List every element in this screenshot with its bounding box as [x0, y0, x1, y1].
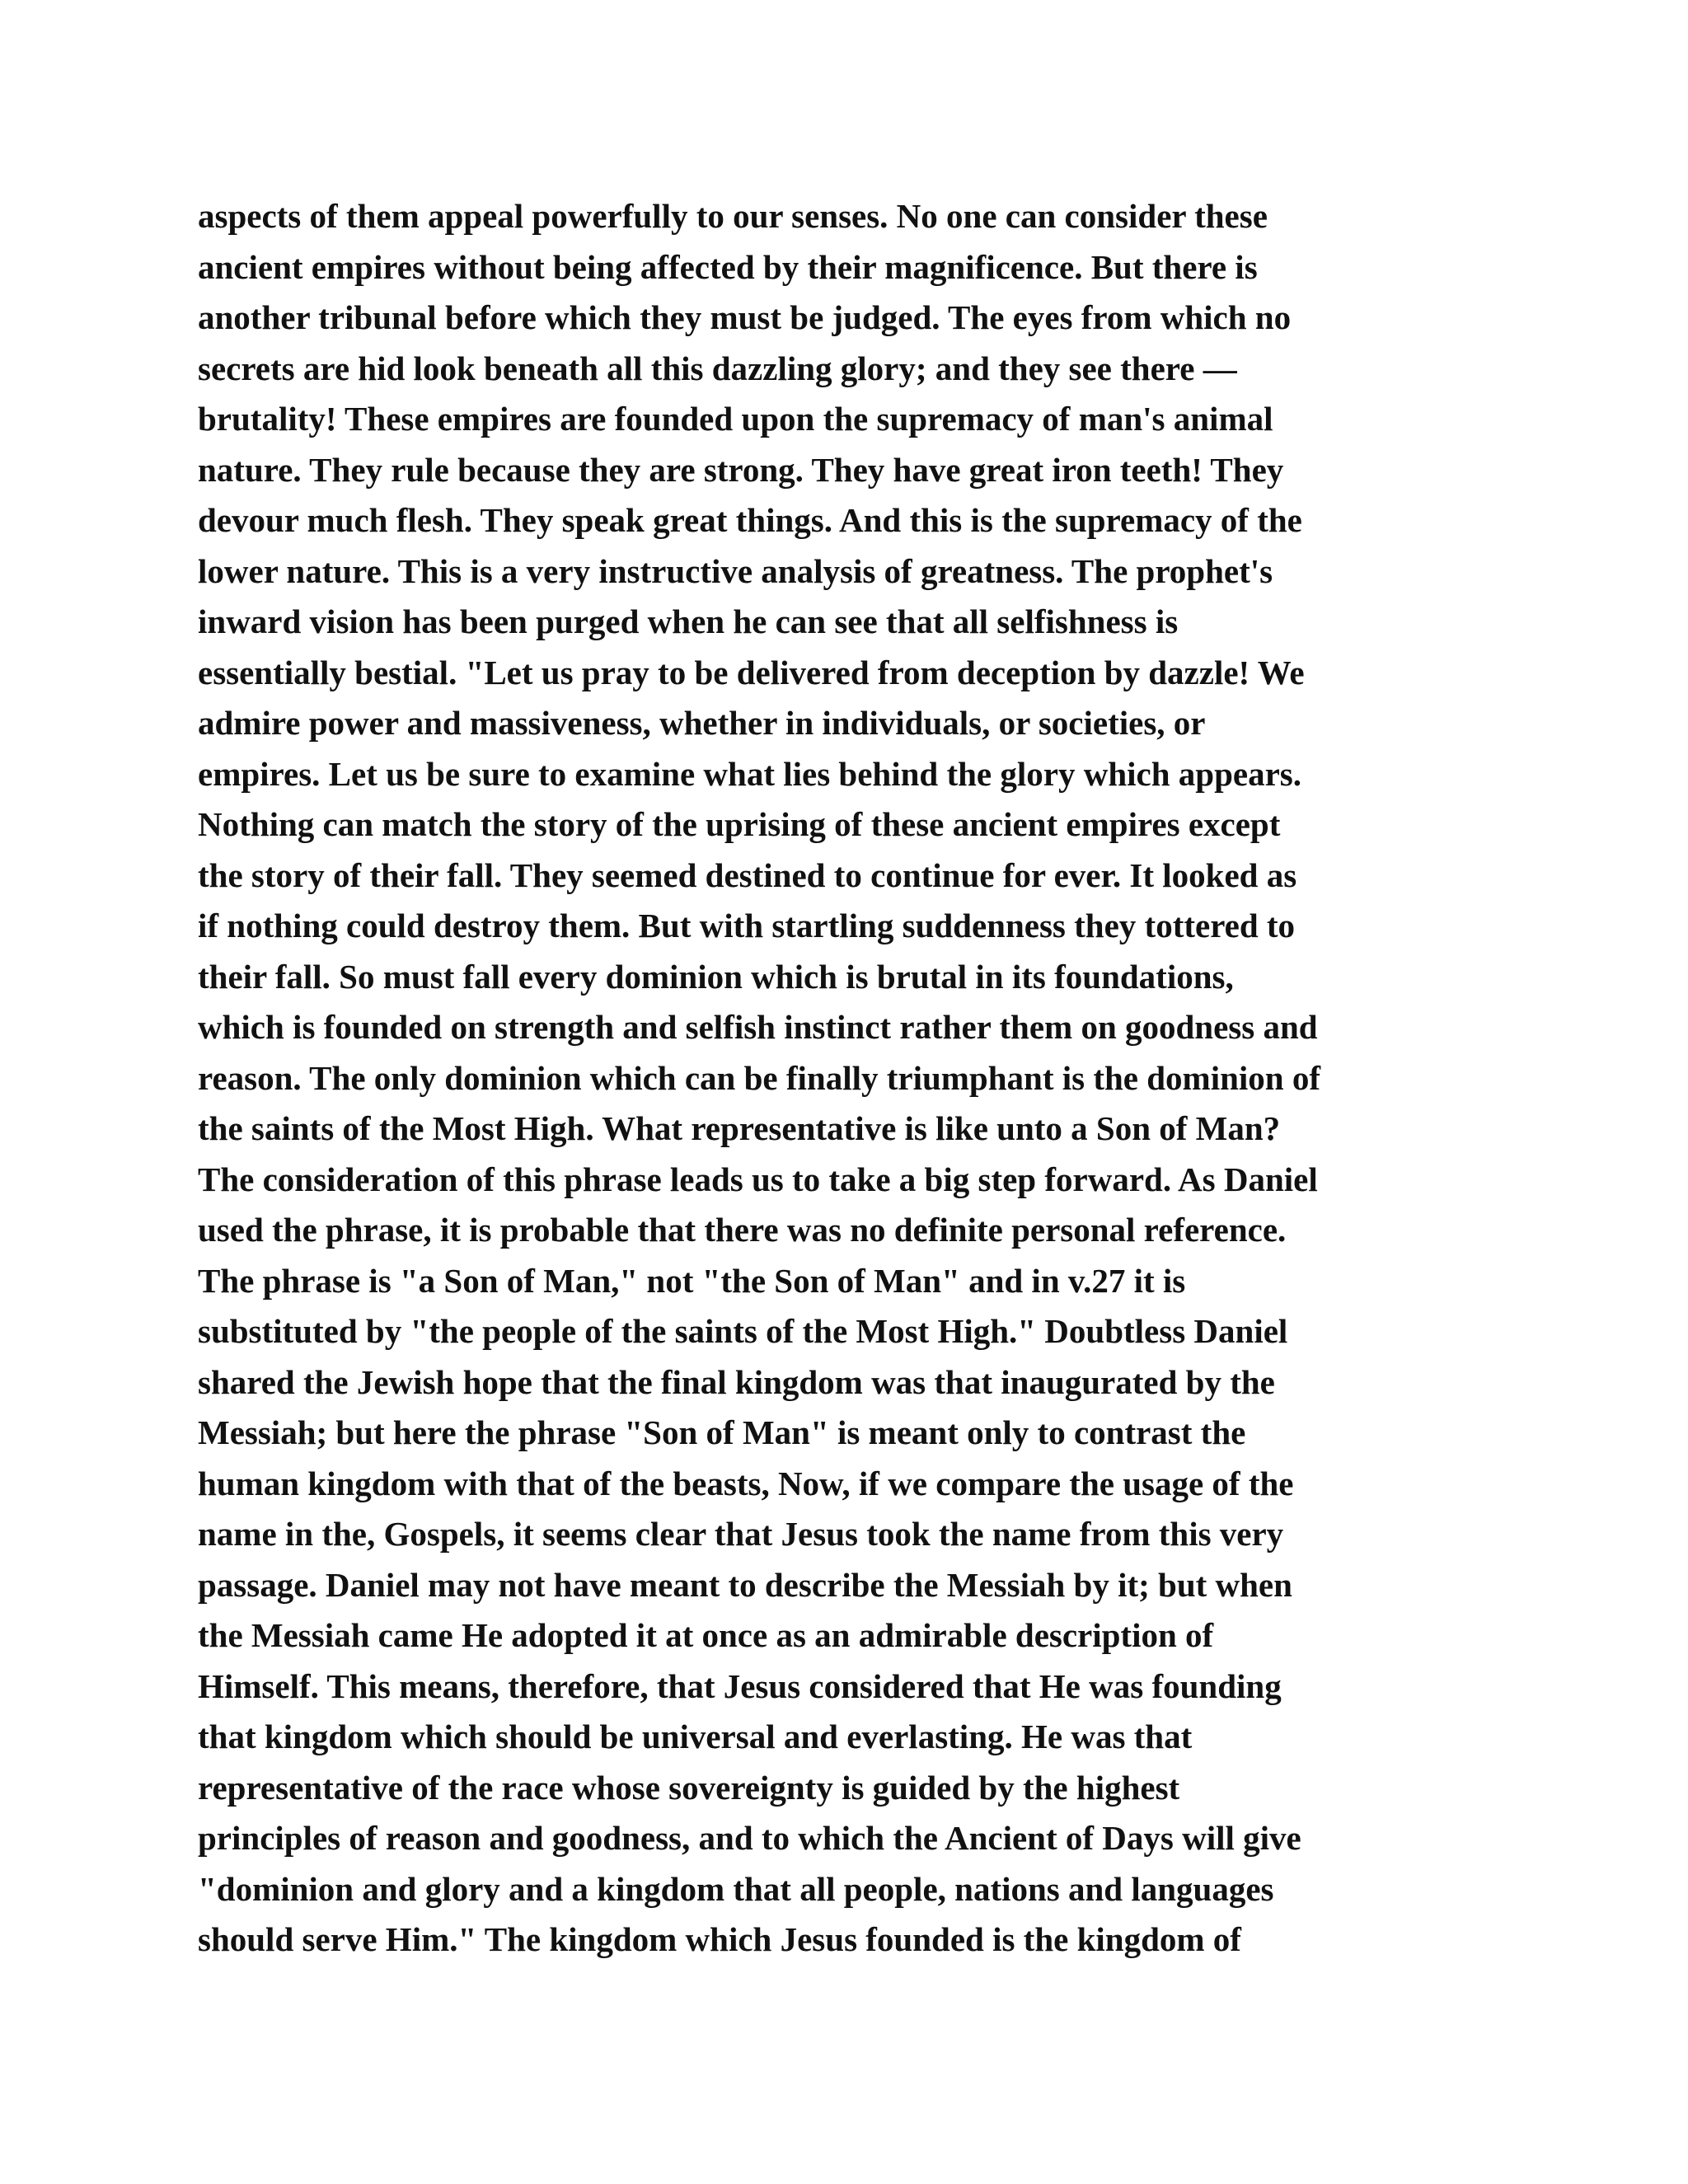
- text-line: that kingdom which should be universal and everlasting. He was that: [198, 1718, 1193, 1755]
- text-line: shared the Jewish hope that the final kingdom was that inaugurated by the: [198, 1362, 1275, 1401]
- body-text: [198, 191, 1517, 1966]
- text-line: the saints of the Most High. What representative is like unto a Son of Man?: [198, 1109, 1281, 1147]
- text-line: inward vision has been purged when he can see that all selfishness is: [198, 602, 1179, 640]
- text-line: "dominion and glory and a kingdom that all people, nations and languages: [198, 1869, 1274, 1908]
- text-line: lower nature. This is a very instructive analysis of greatness. The prophet's: [198, 551, 1273, 590]
- text-line: the Messiah came He adopted it at once as an admirable description of: [198, 1616, 1214, 1654]
- text-line: reason. The only dominion which can be finally triumphant is the dominion of: [198, 1058, 1320, 1097]
- text-line: secrets are hid look beneath all this dazzling glory; and they see there —: [198, 349, 1237, 387]
- text-line: passage. Daniel may not have meant to describe the Messiah by it; but when: [198, 1565, 1292, 1604]
- text-line: representative of the race whose sovereignty is guided by the highest: [198, 1768, 1180, 1807]
- text-line: nature. They rule because they are strong. They have great iron teeth! They: [198, 450, 1284, 489]
- text-line: admire power and massiveness, whether in individuals, or societies, or: [198, 704, 1206, 742]
- text-line: Himself. This means, therefore, that Jesus considered that He was founding: [198, 1666, 1282, 1705]
- text-line: The consideration of this phrase leads us to take a big step forward. As Daniel: [198, 1160, 1318, 1198]
- text-line: Messiah; but here the phrase "Son of Man" is meant only to contrast the: [198, 1413, 1246, 1451]
- text-line: if nothing could destroy them. But with startling suddenness they tottered to: [198, 907, 1296, 944]
- text-line: another tribunal before which they must be judged. The eyes from which no: [198, 298, 1292, 336]
- text-line: their fall. So must fall every dominion which is brutal in its foundations,: [198, 957, 1234, 996]
- text-line: The phrase is "a Son of Man," not "the Son of Man" and in v.27 it is: [198, 1261, 1186, 1300]
- text-line: used the phrase, it is probable that there was no definite personal reference.: [198, 1211, 1287, 1249]
- text-line: essentially bestial. "Let us pray to be delivered from deception by dazzle! We: [198, 653, 1305, 691]
- text-line: empires. Let us be sure to examine what lies behind the glory which appears.: [198, 754, 1301, 793]
- text-line: which is founded on strength and selfish instinct rather them on goodness and: [198, 1008, 1318, 1046]
- text-line: human kingdom with that of the beasts, Now, if we compare the usage of the: [198, 1464, 1294, 1502]
- text-line: aspects of them appeal powerfully to our senses. No one can consider these: [198, 197, 1268, 235]
- text-line: ancient empires without being affected by their magnificence. But there is: [198, 247, 1258, 286]
- text-line: principles of reason and goodness, and to which the Ancient of Days will give: [198, 1819, 1301, 1857]
- text-line: devour much flesh. They speak great things. And this is the supremacy of the: [198, 501, 1302, 539]
- text-line: the story of their fall. They seemed destined to continue for ever. It looked as: [198, 855, 1297, 894]
- text-line: substituted by "the people of the saints of the Most High." Doubtless Daniel: [198, 1312, 1288, 1350]
- text-line: brutality! These empires are founded upon the supremacy of man's animal: [198, 400, 1273, 438]
- text-line: should serve Him." The kingdom which Jesus founded is the kingdom of: [198, 1920, 1241, 1958]
- text-line: Nothing can match the story of the uprising of these ancient empires except: [198, 805, 1281, 843]
- text-line: name in the, Gospels, it seems clear that Jesus took the name from this very: [198, 1515, 1284, 1553]
